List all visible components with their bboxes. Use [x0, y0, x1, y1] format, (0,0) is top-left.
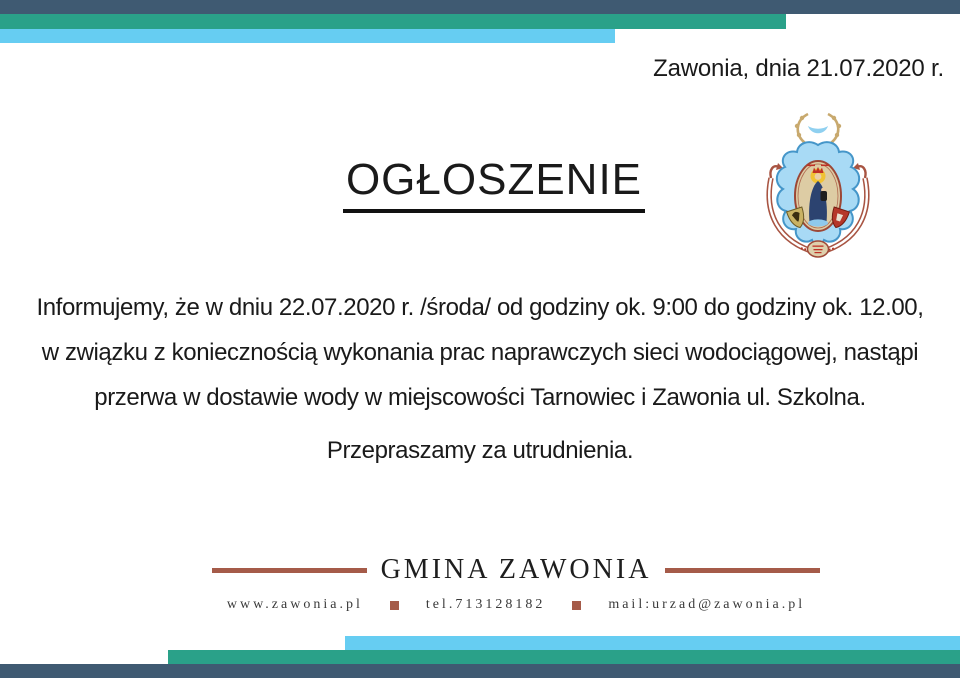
page-title: OGŁOSZENIE	[343, 157, 645, 213]
top-bar-teal	[0, 14, 786, 29]
bottom-bar-lightblue	[345, 636, 960, 650]
contact-row	[36, 597, 960, 613]
paragraph-line: przerwa w dostawie wody w miejscowości Tarnowiec i Zawonia ul. Szkolna.	[94, 384, 866, 411]
separator-square-icon	[572, 601, 581, 610]
zawonia-coat-of-arms-icon	[763, 112, 873, 272]
separator-square-icon	[390, 601, 399, 610]
phone-text: tel.713128182	[425, 597, 546, 612]
bottom-bar-teal	[168, 650, 960, 664]
footer	[0, 554, 960, 613]
municipality-name: GMINA ZAWONIA	[380, 554, 652, 585]
announcement-paragraph	[20, 285, 940, 420]
date-line: Zawonia, dnia 21.07.2020 r.	[653, 55, 944, 82]
paragraph-line: w związku z koniecznością wykonania prac naprawczych sieci wodociągowej, nastąpi	[41, 339, 919, 366]
paragraph-line: Informujemy, że w dniu 22.07.2020 r. /środa/ od godziny ok. 9:00 do godziny ok. 12.00,	[36, 294, 924, 321]
email-text: mail:urzad@zawonia.pl	[608, 597, 806, 612]
website-text: www.zawonia.pl	[226, 597, 363, 612]
top-bar-dark	[0, 0, 960, 14]
bottom-bar-dark	[0, 664, 960, 678]
footer-rule-right	[665, 568, 820, 573]
footer-rule-left	[212, 568, 367, 573]
apology-line: Przepraszamy za utrudnienia.	[326, 437, 634, 464]
top-bar-lightblue	[0, 29, 615, 43]
